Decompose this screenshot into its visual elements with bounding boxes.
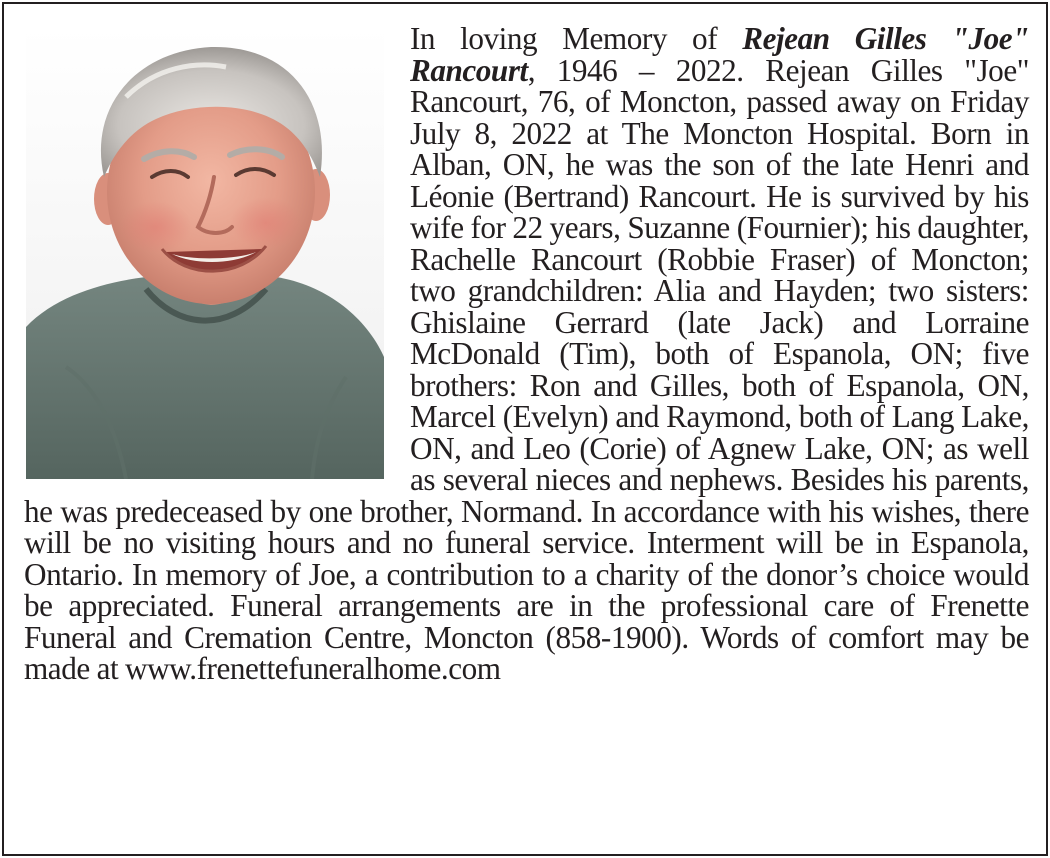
portrait-photo — [26, 27, 384, 479]
obituary-frame — [2, 2, 1048, 856]
obituary-content — [24, 23, 1029, 685]
deceased-name: Rejean Gilles "Joe" Rancourt — [410, 21, 1029, 88]
intro-text: In loving Memory of — [410, 21, 743, 56]
obituary-body: , 1946 – 2022. Rejean Gilles "Joe" Rancourt, 76, of Moncton, passed away on Friday July 8, 2022 at The Moncton Hospital. Born in Alban, ON, he was the son of the late Henri and Léonie (Bertrand) Rancourt. He is survived by his wife for 22 years, Suzanne (Fournier); his daughter, Rachelle Rancourt (Robbie Fraser) of Moncton; two grandchildren: Alia and Hayden; two sisters: Ghislaine Gerrard (late Jack) and Lorraine McDonald (Tim), both of Espanola, ON; five brothers: Ron and Gilles, both of Espanola, ON, Marcel (Evelyn) and Raymond, both of Lang Lake, ON, and Leo (Corie) of Agnew Lake, ON; as well as several nieces and nephews. Besides his parents, he was predeceased by one brother, Normand. In accordance with his wishes, there will be no visiting hours and no funeral service. Interment will be in Espanola, Ontario. In memory of Joe, a contribution to a charity of the donor’s choice would be appreciated. Funeral arrangements are in the professional care of Frenette Funeral and Cremation Centre, Moncton (858-1900). Words of comfort may be made at www.frenettefuneralhome.com — [24, 52, 1029, 686]
